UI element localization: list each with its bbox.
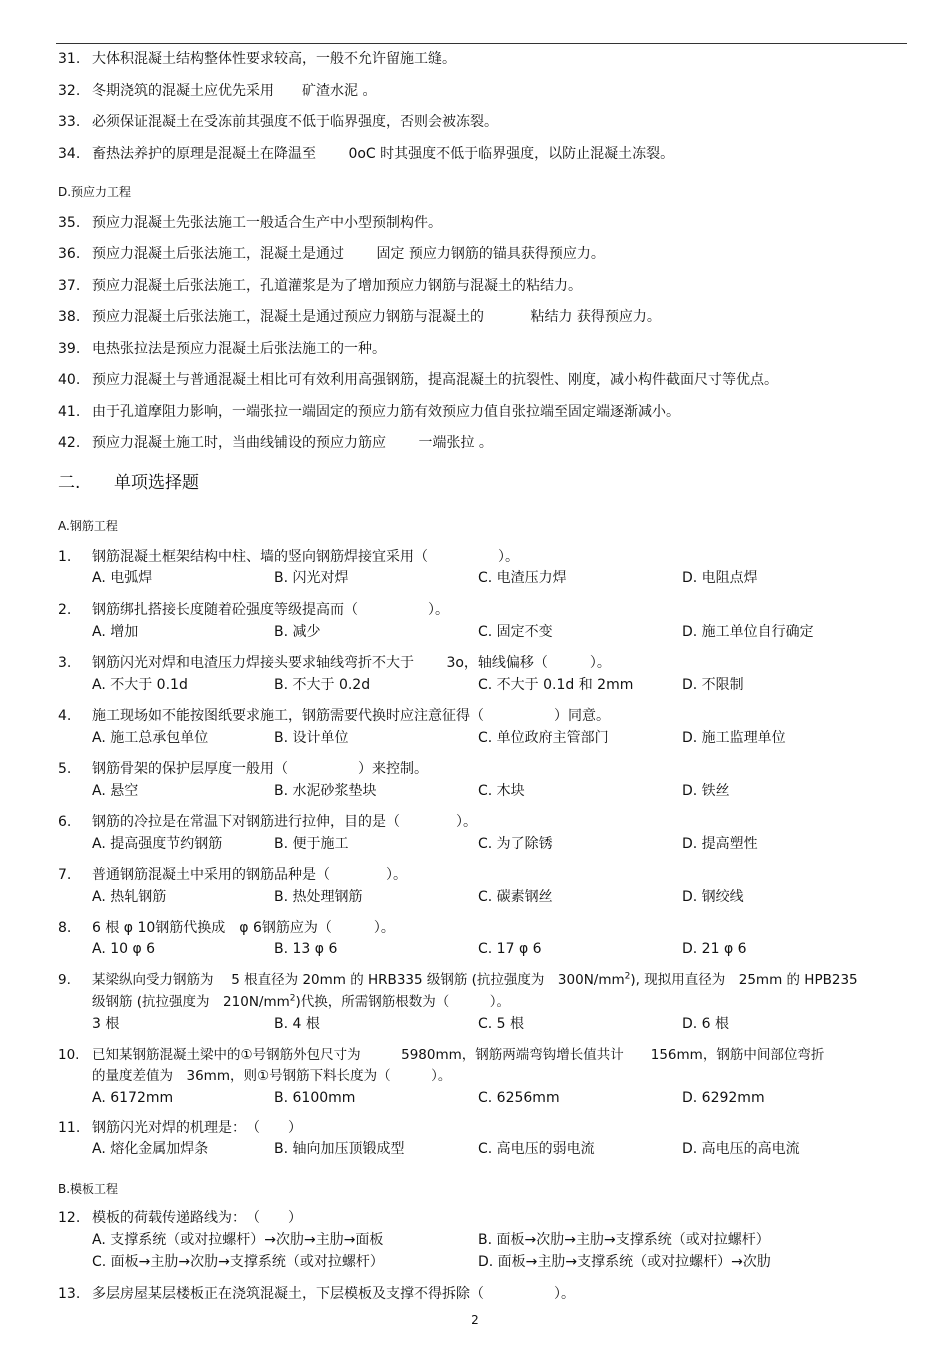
- option: B. 轴向加压顶锻成型: [274, 1141, 405, 1157]
- section-heading: A.钢筋工程: [58, 519, 118, 533]
- list-item: 33. 必须保证混凝土在受冻前其强度不低于临界强度，否则会被冻裂。: [58, 114, 498, 130]
- list-item: 36. 预应力混凝土后张法施工，混凝土是通过 固定 预应力钢筋的锚具获得预应力。: [58, 246, 605, 262]
- option: A. 熔化金属加焊条: [92, 1141, 209, 1157]
- option: D. 提高塑性: [682, 836, 758, 852]
- option: D. 不限制: [682, 677, 744, 693]
- option: B. 闪光对焊: [274, 570, 349, 586]
- options-row: [92, 782, 922, 800]
- option: A. 不大于 0.1d: [92, 677, 188, 693]
- options-row: [92, 888, 922, 906]
- option: D. 施工监理单位: [682, 730, 786, 746]
- option: C. 固定不变: [478, 624, 553, 640]
- option: D. 高电压的高电流: [682, 1141, 800, 1157]
- option: A. 热轧钢筋: [92, 889, 167, 905]
- section-heading: B.模板工程: [58, 1182, 119, 1196]
- header-rule: [56, 43, 907, 44]
- option: C. 17 φ 6: [478, 941, 542, 957]
- option: C. 电渣压力焊: [478, 570, 567, 586]
- options-row: [92, 623, 922, 641]
- question: 2. 钢筋绑扎搭接长度随着砼强度等级提高而（ ）。: [58, 602, 449, 618]
- options-row: [92, 1253, 922, 1271]
- list-item: 35. 预应力混凝土先张法施工一般适合生产中小型预制构件。: [58, 215, 442, 231]
- option: B. 热处理钢筋: [274, 889, 363, 905]
- option: A. 10 φ 6: [92, 941, 156, 957]
- list-item: 41. 由于孔道摩阻力影响，一端张拉一端固定的预应力筋有效预应力值自张拉端至固定端逐渐减小。: [58, 404, 680, 420]
- list-item: 34. 畜热法养护的原理是混凝土在降温至 0oC 时其强度不低于临界强度，以防止混凝土冻裂。: [58, 146, 675, 162]
- option: D. 21 φ 6: [682, 941, 747, 957]
- section-heading: D.预应力工程: [58, 185, 132, 199]
- options-row: [92, 1015, 922, 1033]
- option: B. 设计单位: [274, 730, 349, 746]
- option: C. 碳素钢丝: [478, 889, 553, 905]
- options-row: [92, 1231, 922, 1249]
- option: C. 单位政府主管部门: [478, 730, 609, 746]
- question: 1. 钢筋混凝土框架结构中柱、墙的竖向钢筋焊接宜采用（ ）。: [58, 549, 519, 565]
- option: C. 木块: [478, 783, 525, 799]
- option: A. 增加: [92, 624, 139, 640]
- options-row: [92, 569, 922, 587]
- option: A. 悬空: [92, 783, 139, 799]
- question: 12. 模板的荷载传递路线为： （ ）: [58, 1210, 302, 1226]
- option: C. 不大于 0.1d 和 2mm: [478, 677, 634, 693]
- option: D. 电阻点焊: [682, 570, 758, 586]
- question: 6. 钢筋的冷拉是在常温下对钢筋进行拉伸，目的是（ ）。: [58, 814, 477, 830]
- options-row: [92, 676, 922, 694]
- option: D. 铁丝: [682, 783, 730, 799]
- option: C. 面板→主肋→次肋→支撑系统（或对拉螺杆）: [92, 1254, 384, 1270]
- question: 7. 普通钢筋混凝土中采用的钢筋品种是（ ）。: [58, 867, 407, 883]
- options-row: [92, 729, 922, 747]
- list-item: 39. 电热张拉法是预应力混凝土后张法施工的一种。: [58, 341, 386, 357]
- page-number: 2: [471, 1313, 479, 1327]
- option: D. 面板→主肋→支撑系统（或对拉螺杆）→次肋: [478, 1254, 771, 1270]
- option: B. 13 φ 6: [274, 941, 338, 957]
- question: 10. 已知某钢筋混凝土梁中的①号钢筋外包尺寸为 5980mm，钢筋两端弯钩增长值共计 156mm，钢筋中间部位弯折: [58, 1047, 825, 1063]
- option: B. 4 根: [274, 1016, 320, 1032]
- option: A. 支撑系统（或对拉螺杆）→次肋→主肋→面板: [92, 1232, 384, 1248]
- options-row: [92, 1140, 922, 1158]
- option: B. 水泥砂浆垫块: [274, 783, 377, 799]
- question-continued: 级钢筋 (抗拉强度为 $210N/mm^2$)代换，所需钢筋根数为（ ）。: [92, 993, 511, 1010]
- option: A. 6172mm: [92, 1090, 174, 1106]
- question: 11. 钢筋闪光对焊的机理是： （ ）: [58, 1120, 302, 1136]
- part-title: 二. 单项选择题: [58, 473, 199, 493]
- option: D. 6 根: [682, 1016, 730, 1032]
- option: C. 6256mm: [478, 1090, 560, 1106]
- list-item: 31. 大体积混凝土结构整体性要求较高，一般不允许留施工缝。: [58, 51, 456, 67]
- option: B. 便于施工: [274, 836, 349, 852]
- option: B. 不大于 0.2d: [274, 677, 371, 693]
- question: 9. 某梁纵向受力钢筋为 5 根直径为 20mm 的 HRB335 级钢筋 (抗拉强度为 $300N/mm^2$), 现拟用直径为 25mm 的 HPB235: [58, 971, 858, 988]
- option: B. 减少: [274, 624, 321, 640]
- options-row: [92, 835, 922, 853]
- list-item: 32. 冬期浇筑的混凝土应优先采用 矿渣水泥 。: [58, 83, 377, 99]
- list-item: 38. 预应力混凝土后张法施工，混凝土是通过预应力钢筋与混凝土的 粘结力 获得预应力。: [58, 309, 661, 325]
- question: 13. 多层房屋某层楼板正在浇筑混凝土，下层模板及支撑不得拆除（ ）。: [58, 1286, 575, 1302]
- list-item: 42. 预应力混凝土施工时，当曲线铺设的预应力筋应 一端张拉 。: [58, 435, 493, 451]
- option: 3 根: [92, 1016, 120, 1032]
- question-continued: 的量度差值为 36mm，则①号钢筋下料长度为（ ）。: [92, 1068, 452, 1084]
- option: D. 6292mm: [682, 1090, 765, 1106]
- option: C. 高电压的弱电流: [478, 1141, 595, 1157]
- list-item: 37. 预应力混凝土后张法施工，孔道灌浆是为了增加预应力钢筋与混凝土的粘结力。: [58, 278, 582, 294]
- option: B. 面板→次肋→主肋→支撑系统（或对拉螺杆）: [478, 1232, 770, 1248]
- option: A. 提高强度节约钢筋: [92, 836, 223, 852]
- option: A. 电弧焊: [92, 570, 153, 586]
- option: C. 5 根: [478, 1016, 525, 1032]
- list-item: 40. 预应力混凝土与普通混凝土相比可有效利用高强钢筋，提高混凝土的抗裂性、刚度，减小构件截面尺寸等优点。: [58, 372, 778, 388]
- option: A. 施工总承包单位: [92, 730, 209, 746]
- option: C. 为了除锈: [478, 836, 553, 852]
- option: D. 施工单位自行确定: [682, 624, 814, 640]
- question: 4. 施工现场如不能按图纸要求施工，钢筋需要代换时应注意征得（ ）同意。: [58, 708, 610, 724]
- question: 5. 钢筋骨架的保护层厚度一般用（ ）来控制。: [58, 761, 428, 777]
- question: 3. 钢筋闪光对焊和电渣压力焊接头要求轴线弯折不大于 3o，轴线偏移（ ）。: [58, 655, 611, 671]
- question: 8. 6 根 φ 10钢筋代换成 φ 6钢筋应为（ ）。: [58, 920, 395, 936]
- options-row: [92, 1089, 922, 1107]
- option: D. 钢绞线: [682, 889, 744, 905]
- options-row: [92, 940, 922, 958]
- option: B. 6100mm: [274, 1090, 356, 1106]
